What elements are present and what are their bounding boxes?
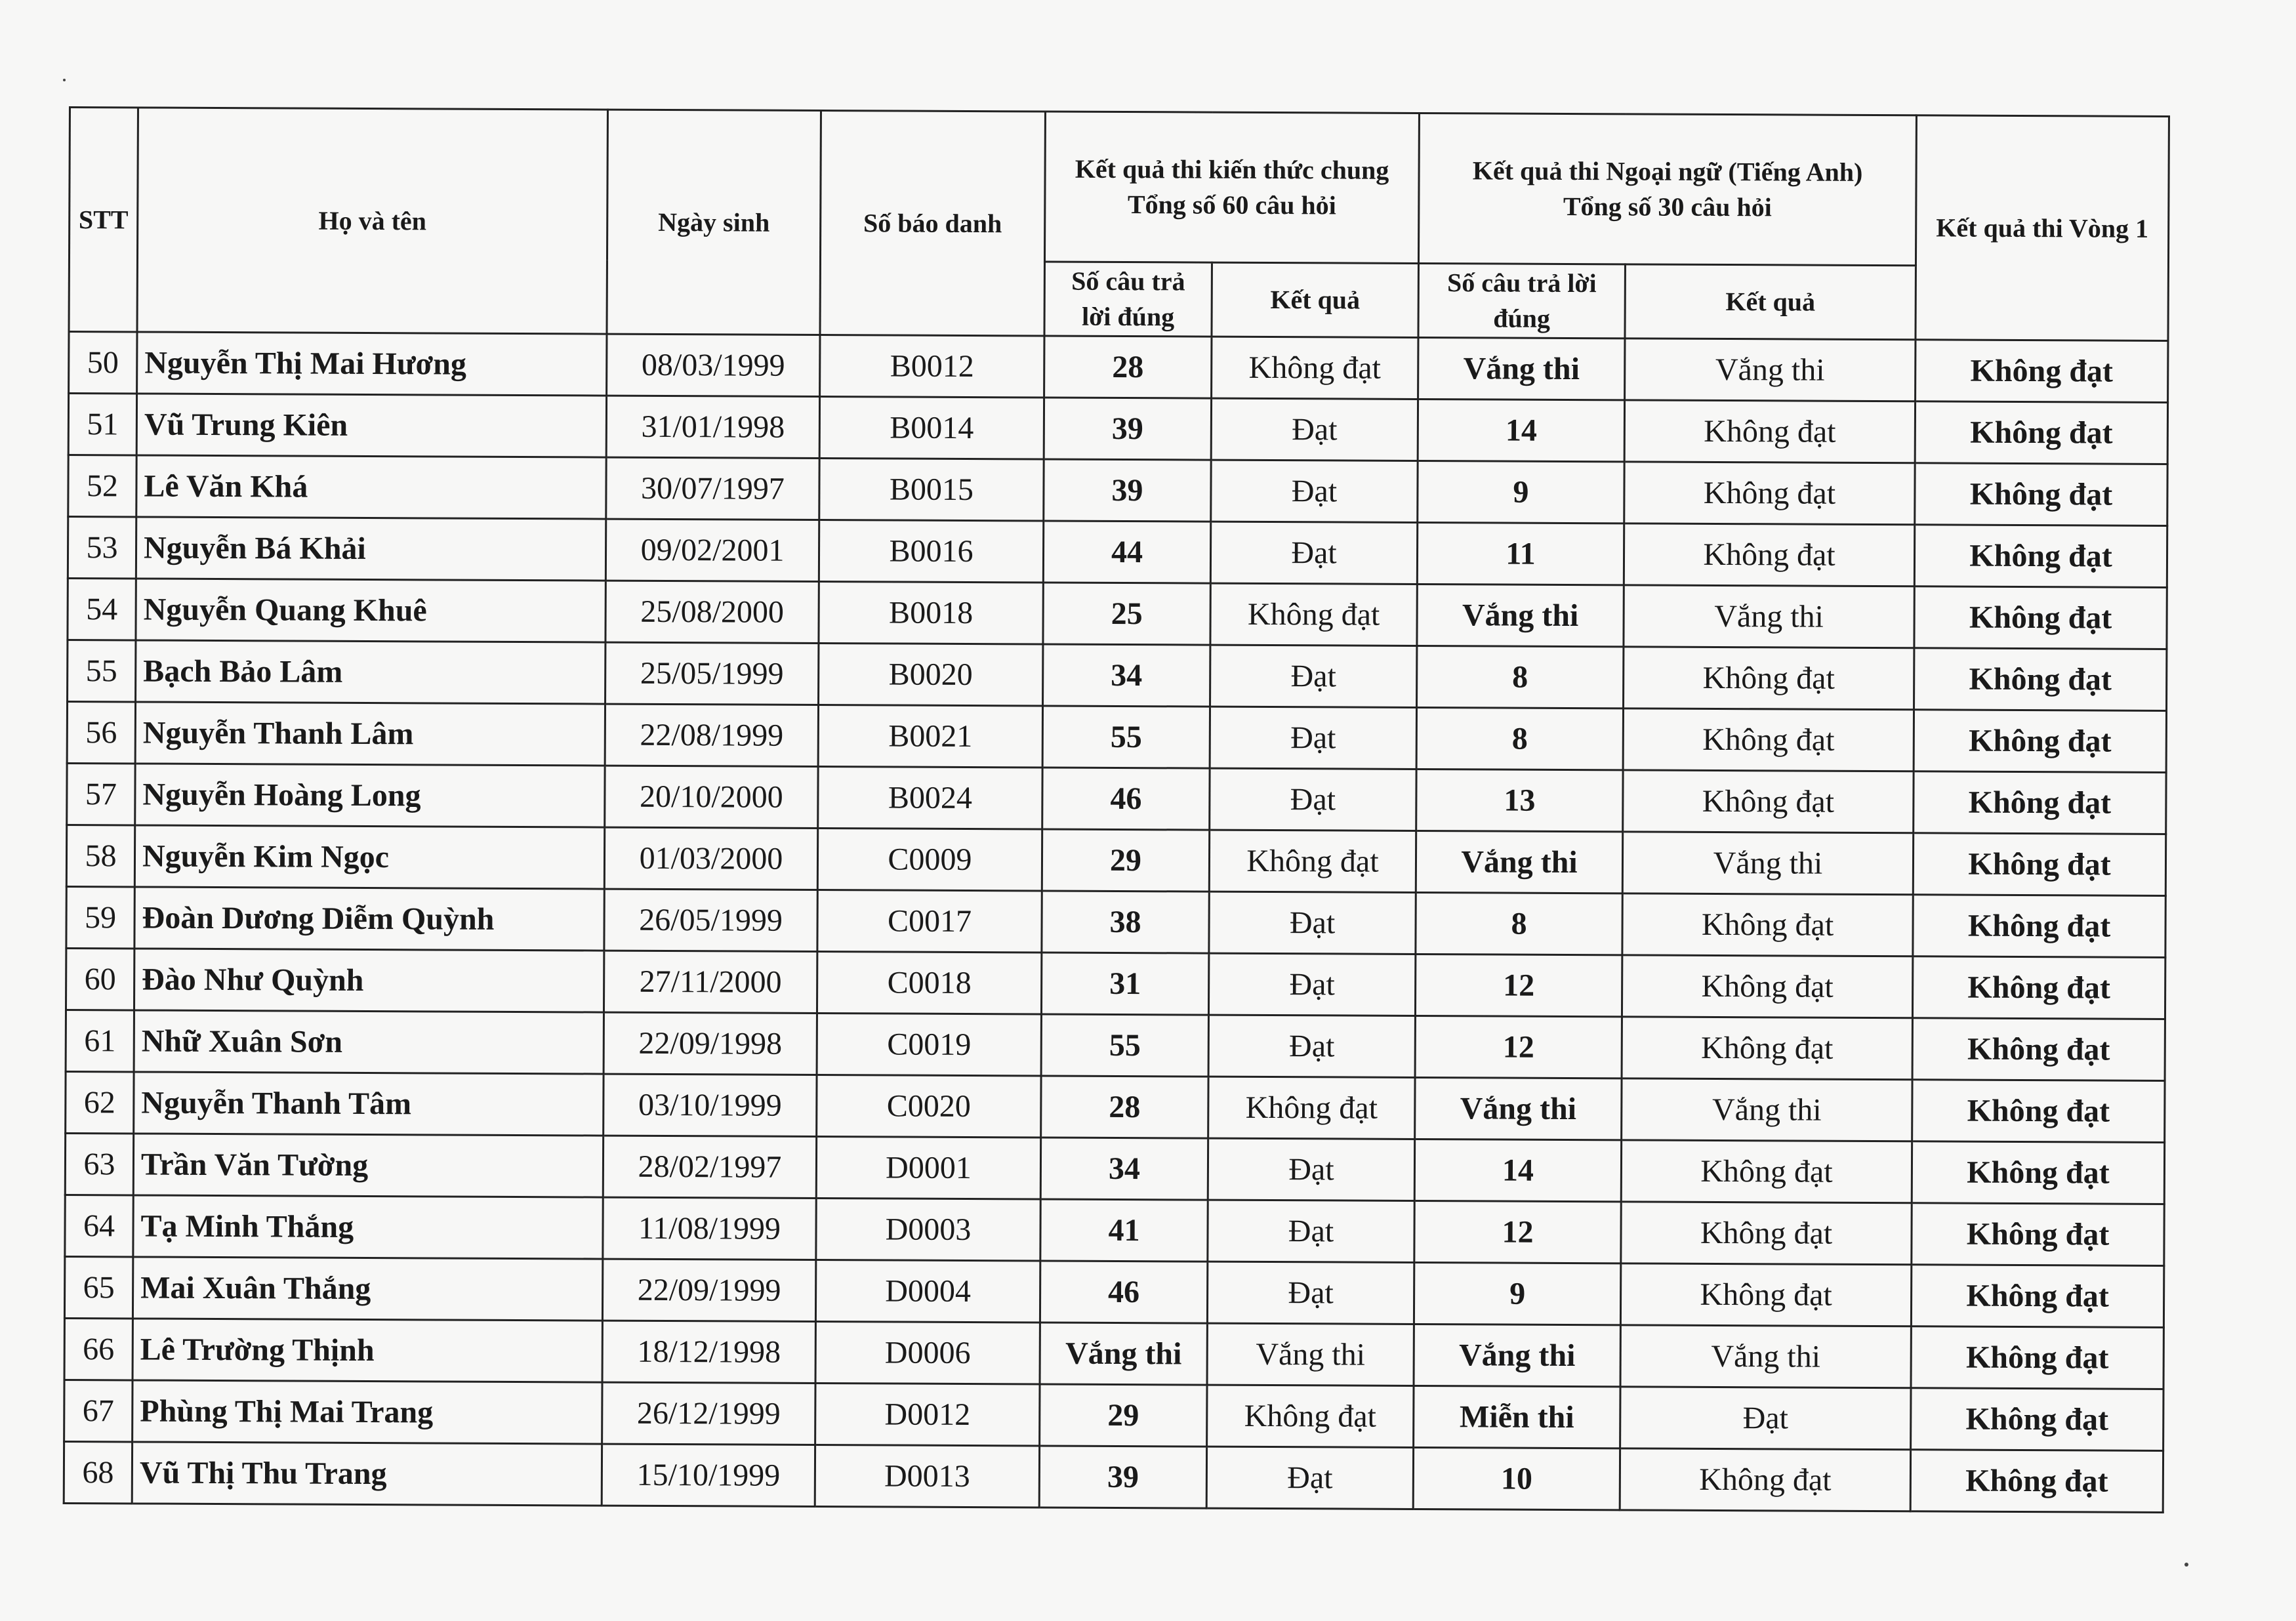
header-english-line2: Tổng số 30 câu hỏi bbox=[1563, 191, 1772, 222]
cell-english-correct: 10 bbox=[1413, 1447, 1620, 1509]
cell-dob: 28/02/1997 bbox=[603, 1136, 816, 1198]
cell-general-result: Không đạt bbox=[1208, 1077, 1415, 1139]
cell-name: Nguyễn Thị Mai Hương bbox=[137, 332, 607, 396]
table-row bbox=[66, 886, 2165, 957]
cell-general-result: Đạt bbox=[1208, 953, 1415, 1016]
cell-english-correct: 12 bbox=[1414, 1200, 1621, 1263]
cell-stt: 52 bbox=[68, 455, 136, 517]
cell-sbd: B0014 bbox=[819, 396, 1044, 459]
table-row bbox=[66, 825, 2165, 895]
cell-english-correct: 9 bbox=[1414, 1262, 1620, 1324]
cell-english-result: Không đạt bbox=[1622, 1017, 1912, 1080]
cell-name: Nguyễn Thanh Tâm bbox=[134, 1072, 604, 1136]
cell-english-result: Không đạt bbox=[1620, 1263, 1911, 1326]
cell-stt: 61 bbox=[66, 1010, 134, 1071]
cell-sbd: D0013 bbox=[815, 1445, 1039, 1507]
cell-dob: 08/03/1999 bbox=[607, 334, 820, 396]
cell-name: Đoàn Dương Diễm Quỳnh bbox=[134, 887, 604, 951]
cell-stt: 64 bbox=[65, 1195, 133, 1256]
cell-general-correct: 55 bbox=[1042, 706, 1210, 768]
cell-sbd: B0012 bbox=[820, 335, 1044, 397]
cell-english-correct: Miễn thi bbox=[1414, 1385, 1620, 1448]
table-row bbox=[68, 578, 2167, 649]
table-row bbox=[67, 763, 2166, 834]
cell-final-result: Không đạt bbox=[1915, 463, 2167, 526]
cell-general-correct: 39 bbox=[1044, 398, 1211, 460]
cell-english-correct: Vắng thi bbox=[1416, 831, 1622, 893]
cell-general-correct: 39 bbox=[1044, 459, 1211, 522]
cell-english-correct: 8 bbox=[1416, 892, 1622, 954]
cell-sbd: C0009 bbox=[817, 828, 1042, 890]
cell-english-correct: Vắng thi bbox=[1418, 337, 1625, 400]
cell-english-result: Đạt bbox=[1620, 1387, 1911, 1450]
cell-sbd: D0003 bbox=[816, 1198, 1040, 1260]
cell-sbd: C0020 bbox=[817, 1075, 1041, 1137]
cell-general-correct: 46 bbox=[1042, 768, 1210, 830]
cell-dob: 20/10/2000 bbox=[605, 766, 818, 828]
header-general-correct bbox=[1044, 262, 1212, 337]
cell-general-result: Vắng thi bbox=[1207, 1323, 1414, 1385]
cell-dob: 30/07/1997 bbox=[606, 457, 819, 520]
header-english-group bbox=[1418, 113, 1916, 265]
cell-final-result: Không đạt bbox=[1912, 1141, 2164, 1204]
cell-general-result: Không đạt bbox=[1207, 1385, 1414, 1447]
table-row bbox=[64, 1380, 2163, 1450]
cell-dob: 26/05/1999 bbox=[604, 889, 817, 951]
cell-stt: 50 bbox=[69, 332, 137, 394]
cell-name: Mai Xuân Thắng bbox=[133, 1257, 602, 1321]
cell-english-result: Không đạt bbox=[1624, 400, 1915, 463]
cell-name: Nguyễn Hoàng Long bbox=[135, 764, 605, 827]
cell-sbd: D0012 bbox=[815, 1383, 1040, 1445]
header-general-result: Kết quả bbox=[1212, 262, 1419, 337]
cell-general-correct: 55 bbox=[1041, 1014, 1208, 1077]
cell-name: Vũ Trung Kiên bbox=[136, 394, 606, 457]
header-general-correct-line1: Số câu trả bbox=[1071, 266, 1185, 297]
cell-general-result: Đạt bbox=[1208, 1015, 1415, 1077]
header-name: Họ và tên bbox=[137, 108, 607, 334]
cell-final-result: Không đạt bbox=[1914, 525, 2167, 588]
cell-final-result: Không đạt bbox=[1914, 586, 2167, 649]
cell-final-result: Không đạt bbox=[1914, 710, 2166, 773]
table-row bbox=[65, 1133, 2164, 1204]
cell-general-result: Đạt bbox=[1209, 892, 1416, 954]
cell-stt: 67 bbox=[64, 1380, 133, 1441]
header-english-correct bbox=[1418, 263, 1625, 338]
cell-general-result: Không đạt bbox=[1210, 583, 1417, 646]
cell-dob: 15/10/1999 bbox=[602, 1444, 815, 1506]
cell-general-correct: 28 bbox=[1044, 336, 1212, 398]
cell-english-result: Không đạt bbox=[1621, 1202, 1912, 1265]
table-row bbox=[64, 1256, 2163, 1327]
cell-stt: 66 bbox=[64, 1318, 133, 1380]
cell-name: Lê Trường Thịnh bbox=[133, 1319, 602, 1382]
cell-general-result: Đạt bbox=[1210, 522, 1417, 584]
cell-sbd: B0016 bbox=[819, 520, 1043, 582]
cell-general-result: Đạt bbox=[1206, 1447, 1413, 1509]
cell-dob: 03/10/1999 bbox=[604, 1074, 817, 1136]
table-row bbox=[64, 1318, 2163, 1389]
cell-final-result: Không đạt bbox=[1912, 956, 2165, 1019]
cell-general-result: Đạt bbox=[1210, 707, 1416, 769]
cell-english-result: Không đạt bbox=[1624, 647, 1914, 710]
cell-dob: 22/08/1999 bbox=[605, 704, 818, 766]
cell-sbd: C0017 bbox=[817, 890, 1042, 952]
cell-sbd: C0019 bbox=[817, 1013, 1041, 1075]
cell-general-correct: 38 bbox=[1042, 891, 1209, 953]
table-row bbox=[66, 948, 2165, 1019]
header-english-result: Kết quả bbox=[1625, 264, 1916, 340]
table-row bbox=[65, 1195, 2164, 1265]
header-sbd: Số báo danh bbox=[820, 111, 1045, 336]
cell-sbd: B0021 bbox=[818, 705, 1042, 767]
cell-final-result: Không đạt bbox=[1912, 1203, 2164, 1266]
cell-general-correct: 29 bbox=[1042, 829, 1209, 892]
table-row bbox=[64, 1441, 2163, 1512]
header-general-line1: Kết quả thi kiến thức chung bbox=[1075, 154, 1389, 185]
cell-name: Đào Như Quỳnh bbox=[134, 949, 604, 1012]
table-row bbox=[68, 394, 2167, 464]
cell-dob: 18/12/1998 bbox=[602, 1321, 815, 1383]
cell-stt: 58 bbox=[66, 825, 134, 886]
cell-english-result: Không đạt bbox=[1624, 523, 1914, 586]
cell-dob: 25/05/1999 bbox=[605, 642, 819, 705]
cell-english-correct: 13 bbox=[1416, 769, 1623, 831]
cell-general-correct: 34 bbox=[1040, 1138, 1208, 1200]
cell-english-correct: 8 bbox=[1416, 707, 1623, 769]
table-row bbox=[68, 640, 2167, 710]
cell-english-result: Vắng thi bbox=[1622, 832, 1913, 895]
cell-final-result: Không đạt bbox=[1911, 1265, 2163, 1328]
cell-stt: 60 bbox=[66, 948, 134, 1010]
table-row bbox=[66, 1071, 2165, 1142]
cell-english-correct: Vắng thi bbox=[1414, 1324, 1620, 1386]
cell-final-result: Không đạt bbox=[1913, 895, 2165, 958]
cell-dob: 27/11/2000 bbox=[604, 951, 817, 1013]
cell-general-result: Đạt bbox=[1208, 1200, 1414, 1262]
scan-speck bbox=[2184, 1563, 2188, 1567]
cell-english-correct: 14 bbox=[1414, 1139, 1621, 1201]
cell-general-result: Đạt bbox=[1207, 1262, 1414, 1324]
cell-name: Tạ Minh Thắng bbox=[133, 1195, 603, 1259]
cell-final-result: Không đạt bbox=[1912, 1018, 2165, 1081]
cell-english-result: Không đạt bbox=[1620, 1448, 1910, 1511]
cell-general-result: Đạt bbox=[1210, 645, 1417, 707]
cell-english-correct: Vắng thi bbox=[1417, 584, 1624, 646]
cell-stt: 56 bbox=[67, 701, 135, 763]
cell-general-correct: 28 bbox=[1041, 1076, 1208, 1138]
cell-stt: 62 bbox=[66, 1071, 134, 1133]
header-general-group bbox=[1044, 112, 1419, 263]
cell-name: Lê Văn Khá bbox=[136, 455, 606, 519]
cell-stt: 51 bbox=[68, 394, 136, 455]
cell-stt: 65 bbox=[64, 1256, 133, 1318]
cell-sbd: B0018 bbox=[819, 581, 1043, 644]
cell-sbd: D0004 bbox=[815, 1260, 1040, 1322]
cell-english-correct: 8 bbox=[1417, 646, 1624, 708]
cell-dob: 22/09/1998 bbox=[604, 1012, 817, 1075]
cell-stt: 63 bbox=[65, 1133, 133, 1195]
cell-general-correct: 34 bbox=[1043, 644, 1210, 707]
cell-general-result: Đạt bbox=[1211, 460, 1418, 522]
cell-general-result: Đạt bbox=[1210, 768, 1416, 831]
cell-name: Nhữ Xuân Sơn bbox=[134, 1010, 604, 1074]
cell-english-result: Không đạt bbox=[1622, 893, 1913, 956]
cell-english-result: Vắng thi bbox=[1620, 1325, 1911, 1388]
header-english-line1: Kết quả thi Ngoại ngữ (Tiếng Anh) bbox=[1472, 155, 1863, 187]
cell-general-result: Không đạt bbox=[1212, 337, 1418, 399]
table-body bbox=[64, 332, 2168, 1513]
cell-dob: 25/08/2000 bbox=[605, 581, 819, 643]
cell-stt: 54 bbox=[68, 578, 136, 640]
cell-general-correct: 41 bbox=[1040, 1199, 1208, 1262]
cell-general-correct: 39 bbox=[1039, 1446, 1206, 1508]
header-stt: STT bbox=[69, 108, 138, 332]
cell-english-result: Vắng thi bbox=[1625, 339, 1916, 401]
cell-dob: 22/09/1999 bbox=[602, 1259, 815, 1321]
cell-sbd: B0020 bbox=[819, 643, 1043, 705]
cell-general-result: Không đạt bbox=[1209, 830, 1416, 892]
cell-sbd: B0015 bbox=[819, 458, 1044, 520]
cell-english-result: Không đạt bbox=[1624, 462, 1915, 525]
cell-sbd: C0018 bbox=[817, 951, 1041, 1014]
cell-sbd: D0001 bbox=[816, 1136, 1040, 1199]
table-row bbox=[69, 332, 2168, 403]
cell-english-correct: 9 bbox=[1418, 461, 1624, 523]
cell-name: Vũ Thị Thu Trang bbox=[132, 1442, 602, 1506]
cell-general-correct: 46 bbox=[1040, 1261, 1207, 1323]
cell-stt: 57 bbox=[67, 763, 135, 825]
cell-general-correct: 29 bbox=[1040, 1384, 1207, 1447]
header-general-line2: Tổng số 60 câu hỏi bbox=[1127, 190, 1336, 220]
cell-stt: 68 bbox=[64, 1441, 132, 1503]
cell-stt: 59 bbox=[66, 886, 134, 948]
cell-general-result: Đạt bbox=[1211, 398, 1418, 461]
cell-general-correct: 31 bbox=[1041, 953, 1208, 1015]
cell-english-correct: 14 bbox=[1418, 399, 1624, 461]
cell-english-result: Vắng thi bbox=[1624, 585, 1914, 648]
cell-final-result: Không đạt bbox=[1915, 401, 2167, 464]
cell-english-result: Không đạt bbox=[1623, 708, 1914, 771]
cell-stt: 53 bbox=[68, 517, 136, 579]
table-row bbox=[68, 517, 2167, 588]
scan-speck bbox=[63, 79, 66, 81]
cell-dob: 11/08/1999 bbox=[603, 1197, 816, 1260]
cell-english-correct: 12 bbox=[1415, 1016, 1622, 1078]
cell-english-result: Không đạt bbox=[1621, 1140, 1912, 1203]
table-row bbox=[67, 701, 2166, 772]
cell-english-result: Không đạt bbox=[1622, 955, 1912, 1018]
cell-name: Nguyễn Quang Khuê bbox=[136, 579, 605, 642]
header-dob: Ngày sinh bbox=[607, 110, 821, 335]
cell-general-correct: Vắng thi bbox=[1040, 1323, 1207, 1385]
cell-dob: 26/12/1999 bbox=[602, 1382, 815, 1445]
header-general-correct-line2: lời đúng bbox=[1081, 301, 1175, 332]
cell-name: Phùng Thị Mai Trang bbox=[133, 1380, 602, 1444]
cell-english-correct: Vắng thi bbox=[1415, 1077, 1622, 1139]
cell-english-result: Vắng thi bbox=[1622, 1078, 1912, 1141]
cell-final-result: Không đạt bbox=[1913, 833, 2165, 896]
cell-final-result: Không đạt bbox=[1916, 340, 2168, 403]
cell-sbd: D0006 bbox=[815, 1321, 1040, 1384]
cell-stt: 55 bbox=[68, 640, 136, 701]
cell-final-result: Không đạt bbox=[1910, 1450, 2163, 1513]
table-header bbox=[69, 108, 2169, 341]
cell-final-result: Không đạt bbox=[1914, 771, 2166, 834]
cell-name: Trần Văn Tường bbox=[133, 1134, 603, 1197]
cell-dob: 01/03/2000 bbox=[604, 827, 817, 890]
cell-english-result: Không đạt bbox=[1623, 770, 1914, 833]
cell-name: Bạch Bảo Lâm bbox=[136, 640, 605, 704]
cell-dob: 31/01/1998 bbox=[606, 396, 819, 458]
header-english-correct-line1: Số câu trả lời bbox=[1446, 268, 1597, 298]
cell-name: Nguyễn Thanh Lâm bbox=[135, 702, 605, 766]
cell-final-result: Không đạt bbox=[1914, 648, 2167, 711]
cell-name: Nguyễn Bá Khải bbox=[136, 517, 605, 581]
cell-dob: 09/02/2001 bbox=[605, 519, 819, 581]
cell-english-correct: 11 bbox=[1417, 522, 1624, 585]
table-row bbox=[66, 1010, 2165, 1080]
table-row bbox=[68, 455, 2167, 526]
cell-general-correct: 25 bbox=[1043, 583, 1210, 645]
cell-name: Nguyễn Kim Ngọc bbox=[134, 825, 604, 889]
cell-final-result: Không đạt bbox=[1912, 1080, 2165, 1143]
results-table bbox=[63, 106, 2170, 1513]
cell-final-result: Không đạt bbox=[1911, 1388, 2163, 1451]
header-english-correct-line2: đúng bbox=[1493, 303, 1551, 333]
cell-general-correct: 44 bbox=[1043, 521, 1210, 583]
cell-general-result: Đạt bbox=[1208, 1138, 1414, 1200]
cell-english-correct: 12 bbox=[1415, 954, 1622, 1016]
header-final: Kết quả thi Vòng 1 bbox=[1916, 115, 2169, 341]
cell-final-result: Không đạt bbox=[1911, 1326, 2163, 1389]
cell-sbd: B0024 bbox=[818, 766, 1042, 829]
